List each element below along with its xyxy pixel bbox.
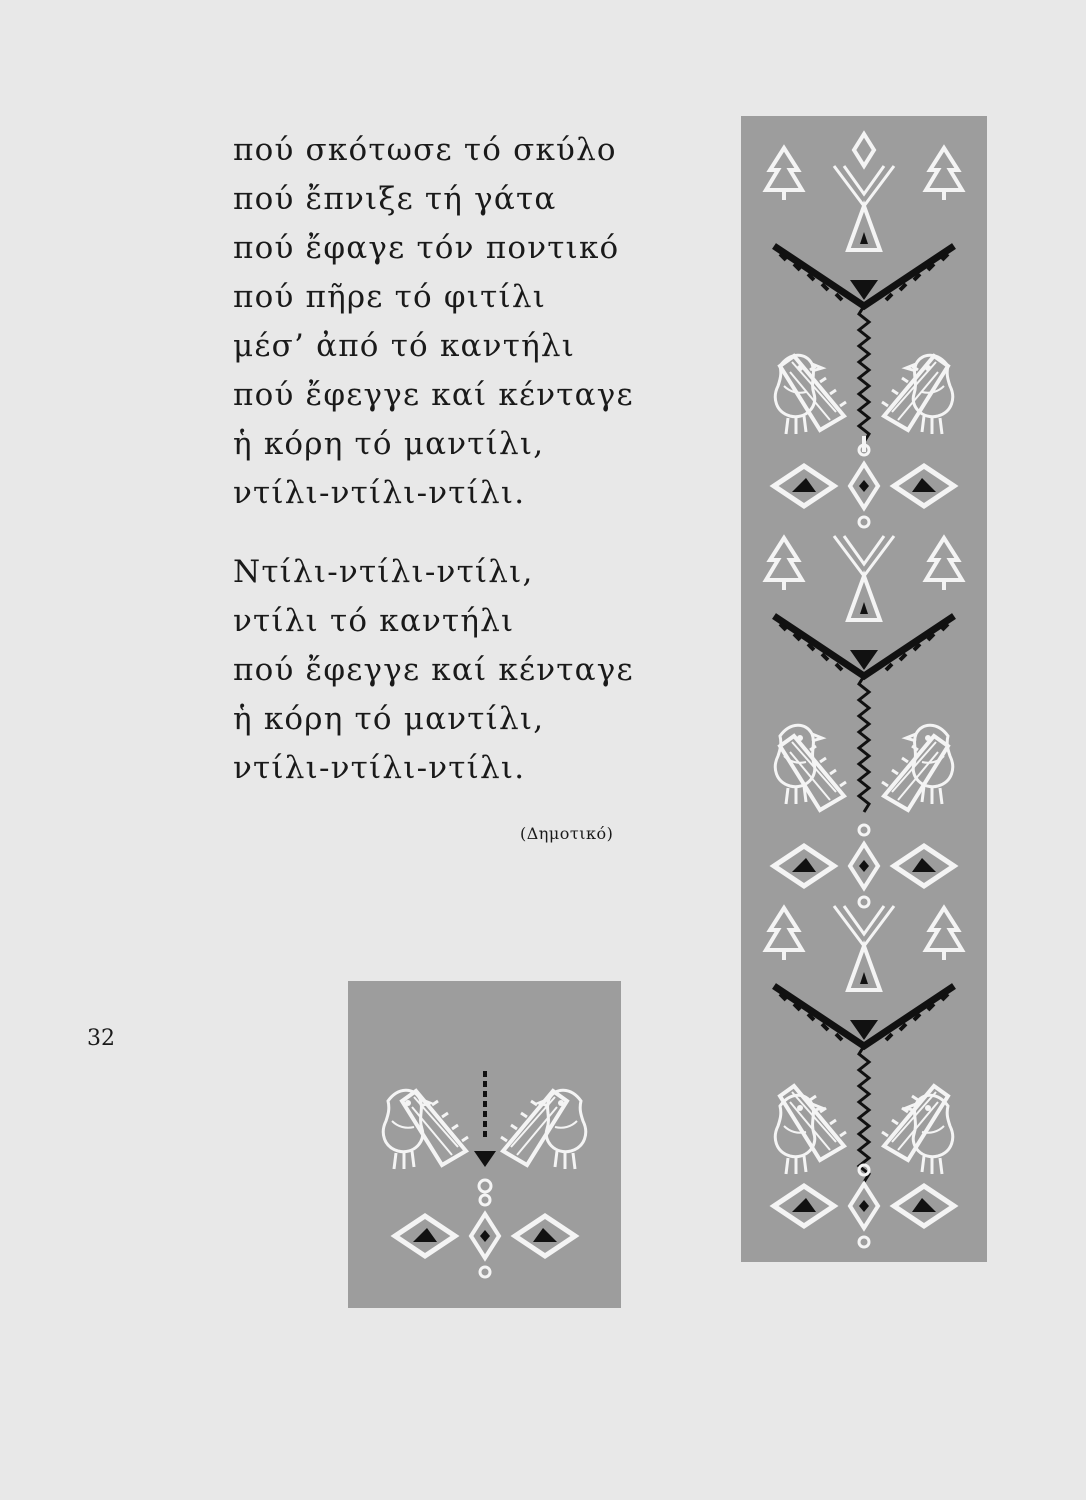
poem-line: ἡ κόρη τό μαντίλι, (233, 701, 545, 737)
poem-line: πού ἔφεγγε καί κένταγε (233, 652, 634, 688)
poem-line: Ντίλι-ντίλι-ντίλι, (233, 554, 534, 590)
embroidery-motif-art (348, 981, 621, 1308)
poem-source: (Δημοτικό) (520, 824, 614, 843)
embroidery-border-art (741, 116, 987, 1262)
embroidery-border-illustration (741, 116, 987, 1262)
embroidery-motif-illustration (348, 981, 621, 1308)
poem-line: πού ἔφεγγε καί κένταγε (233, 377, 634, 413)
poem-line: ντίλι-ντίλι-ντίλι. (233, 750, 526, 786)
poem-line: πού σκότωσε τό σκύλο (233, 132, 617, 168)
page-number: 32 (87, 1026, 115, 1051)
poem-line: πού πῆρε τό φιτίλι (233, 279, 547, 315)
poem-line: ντίλι τό καντήλι (233, 603, 515, 639)
poem-line: πού ἔπνιξε τή γάτα (233, 181, 557, 217)
poem-line: πού ἔφαγε τόν ποντικό (233, 230, 620, 266)
poem-stanza-2 (233, 548, 634, 793)
poem-line: μέσ’ ἀπό τό καντήλι (233, 328, 576, 364)
poem-stanza-1 (233, 126, 634, 518)
poem-line: ντίλι-ντίλι-ντίλι. (233, 475, 526, 511)
poem-line: ἡ κόρη τό μαντίλι, (233, 426, 545, 462)
